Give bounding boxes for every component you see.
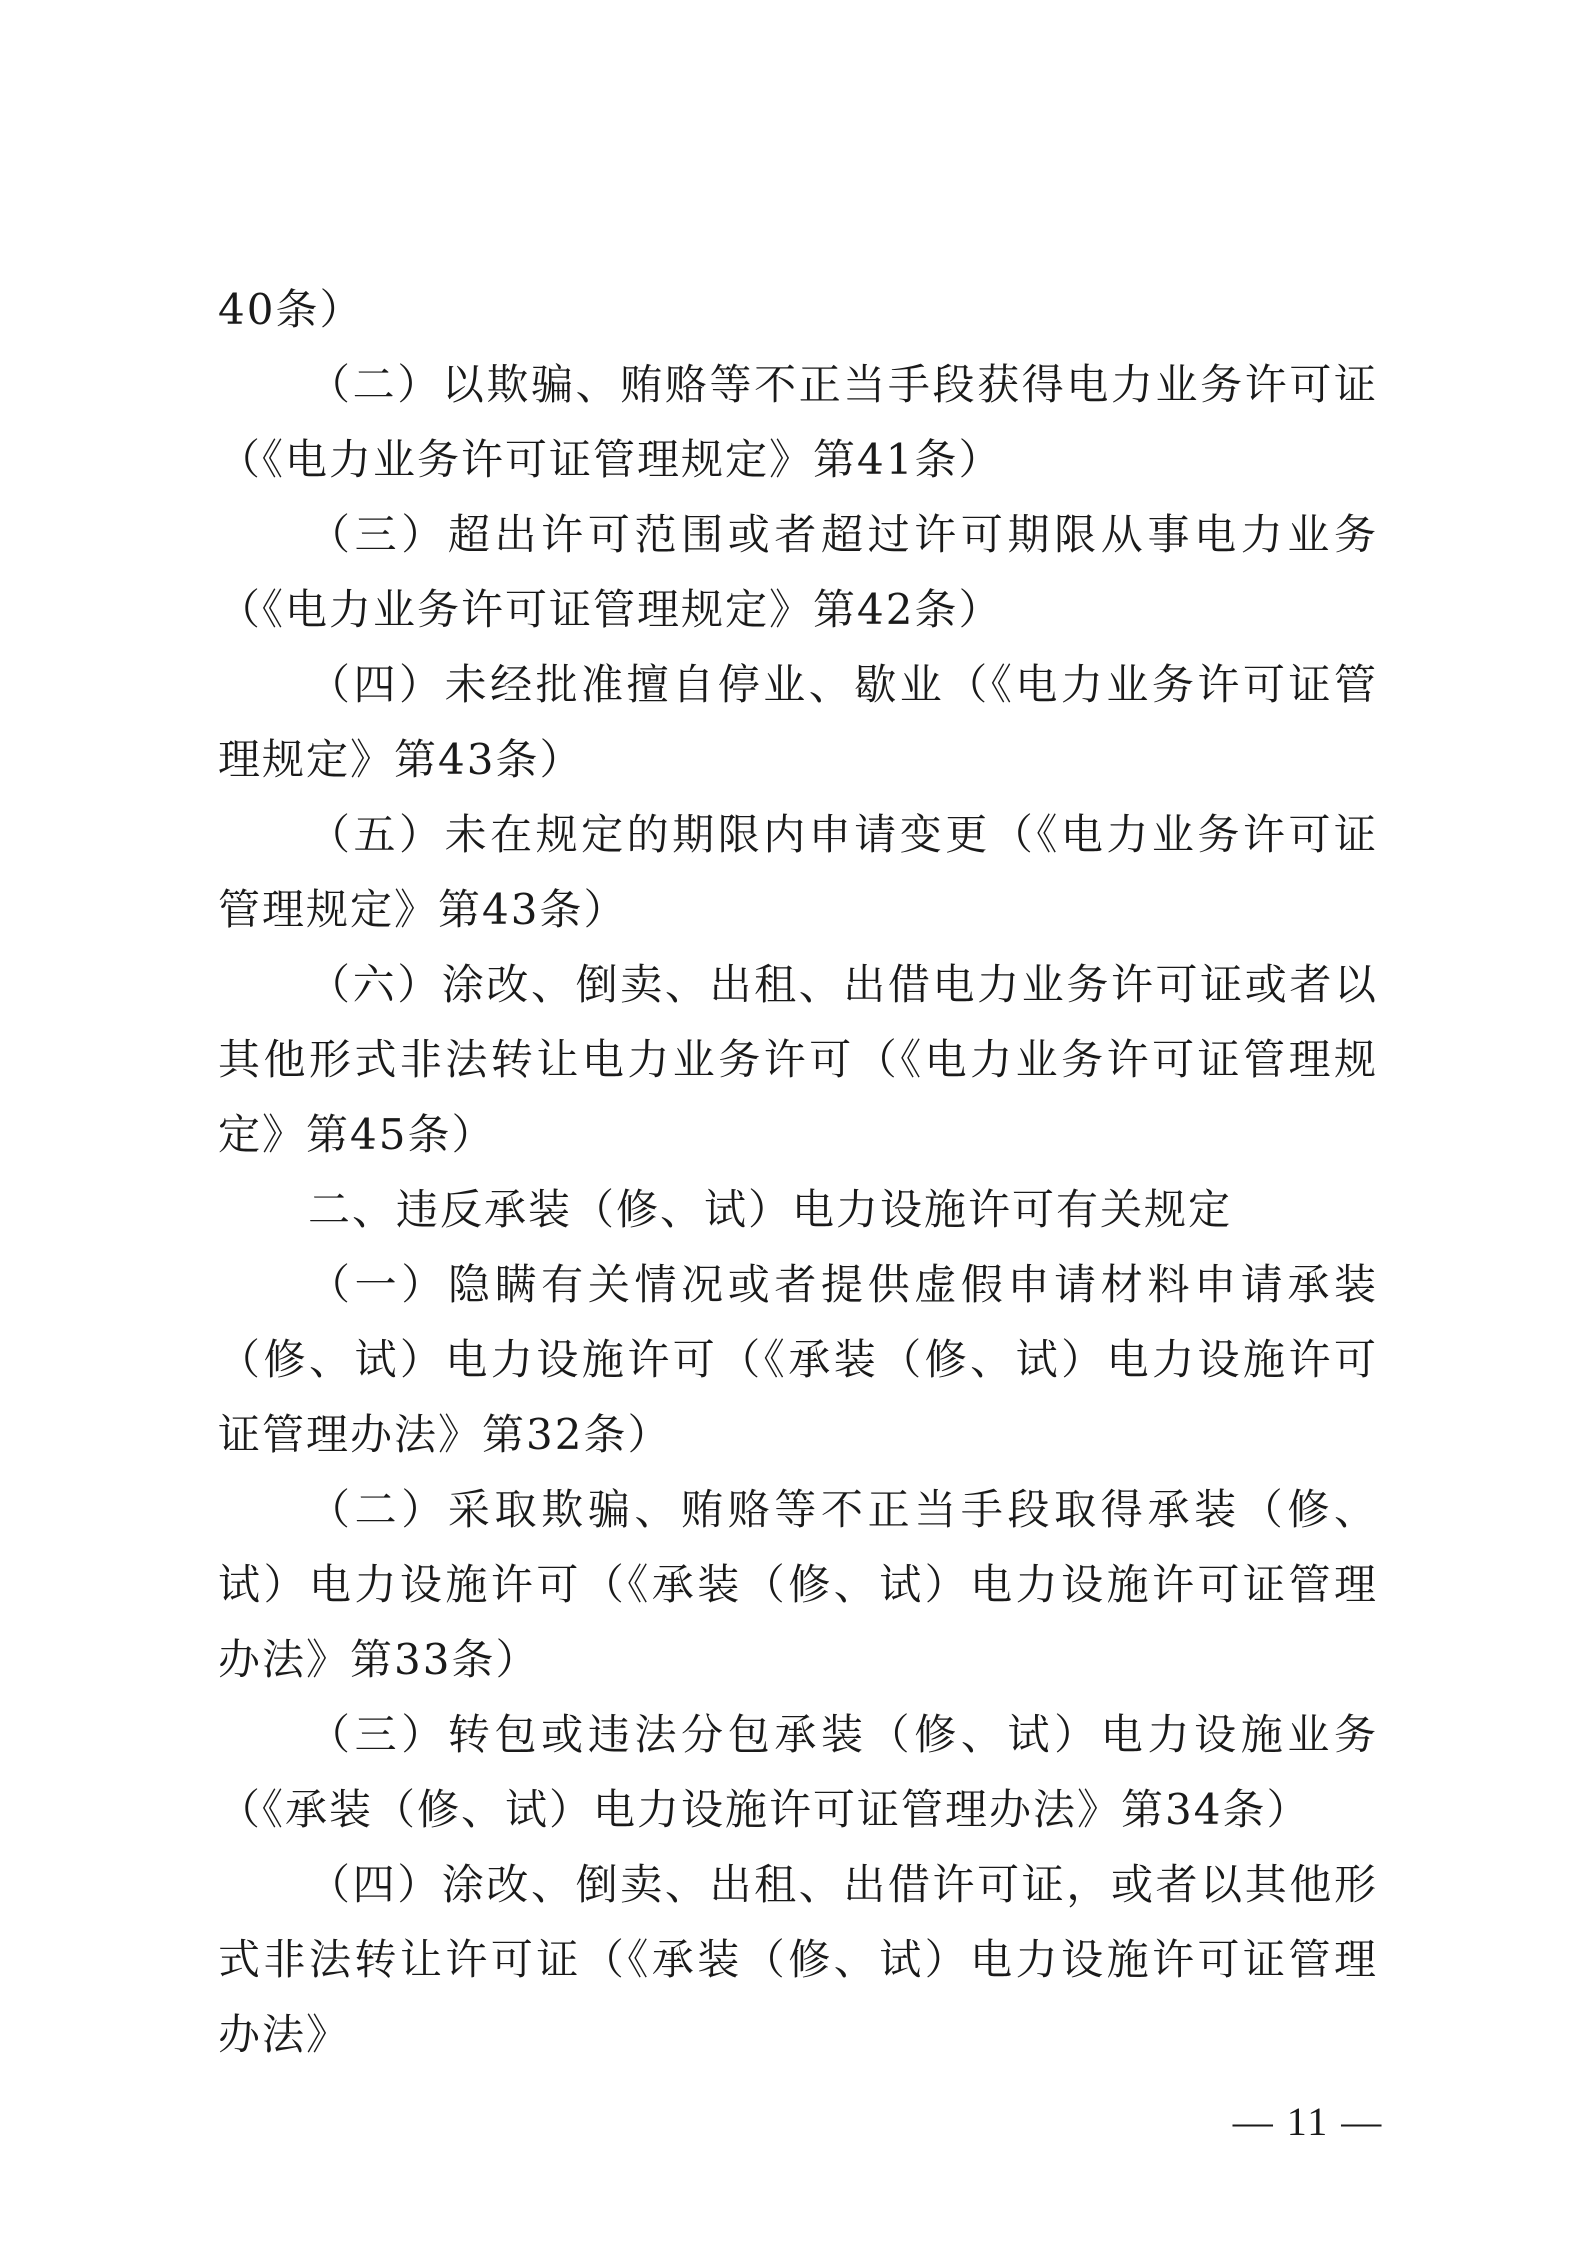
page-number: — 11 — [1232,2099,1384,2144]
paragraph-item-5: （五）未在规定的期限内申请变更（《电力业务许可证管理规定》第43条） [218,810,1378,934]
paragraph-section2-item-4: （四）涂改、倒卖、出租、出借许可证，或者以其他形式非法转让许可证（《承装（修、试）电力设施许可证管理办法》 [218,1860,1378,2059]
paragraph-item-4: （四）未经批准擅自停业、歇业（《电力业务许可证管理规定》第43条） [218,660,1378,784]
document-body [218,272,1378,2072]
paragraph-item-6: （六）涂改、倒卖、出租、出借电力业务许可证或者以其他形式非法转让电力业务许可（《电力业务许可证管理规定》第45条） [218,960,1378,1159]
paragraph-continuation: 40条） [218,285,364,334]
section-heading-2: 二、违反承装（修、试）电力设施许可有关规定 [308,1185,1233,1234]
paragraph-section2-item-2: （二）采取欺骗、贿赂等不正当手段取得承装（修、试）电力设施许可（《承装（修、试）电力设施许可证管理办法》第33条） [218,1485,1378,1684]
paragraph-section2-item-3: （三）转包或违法分包承装（修、试）电力设施业务（《承装（修、试）电力设施许可证管理办法》第34条） [218,1710,1378,1834]
paragraph-item-2: （二）以欺骗、贿赂等不正当手段获得电力业务许可证（《电力业务许可证管理规定》第41条） [218,360,1378,484]
paragraph-section2-item-1: （一）隐瞒有关情况或者提供虚假申请材料申请承装（修、试）电力设施许可（《承装（修、试）电力设施许可证管理办法》第32条） [218,1260,1378,1459]
paragraph-item-3: （三）超出许可范围或者超过许可期限从事电力业务（《电力业务许可证管理规定》第42条） [218,510,1378,634]
